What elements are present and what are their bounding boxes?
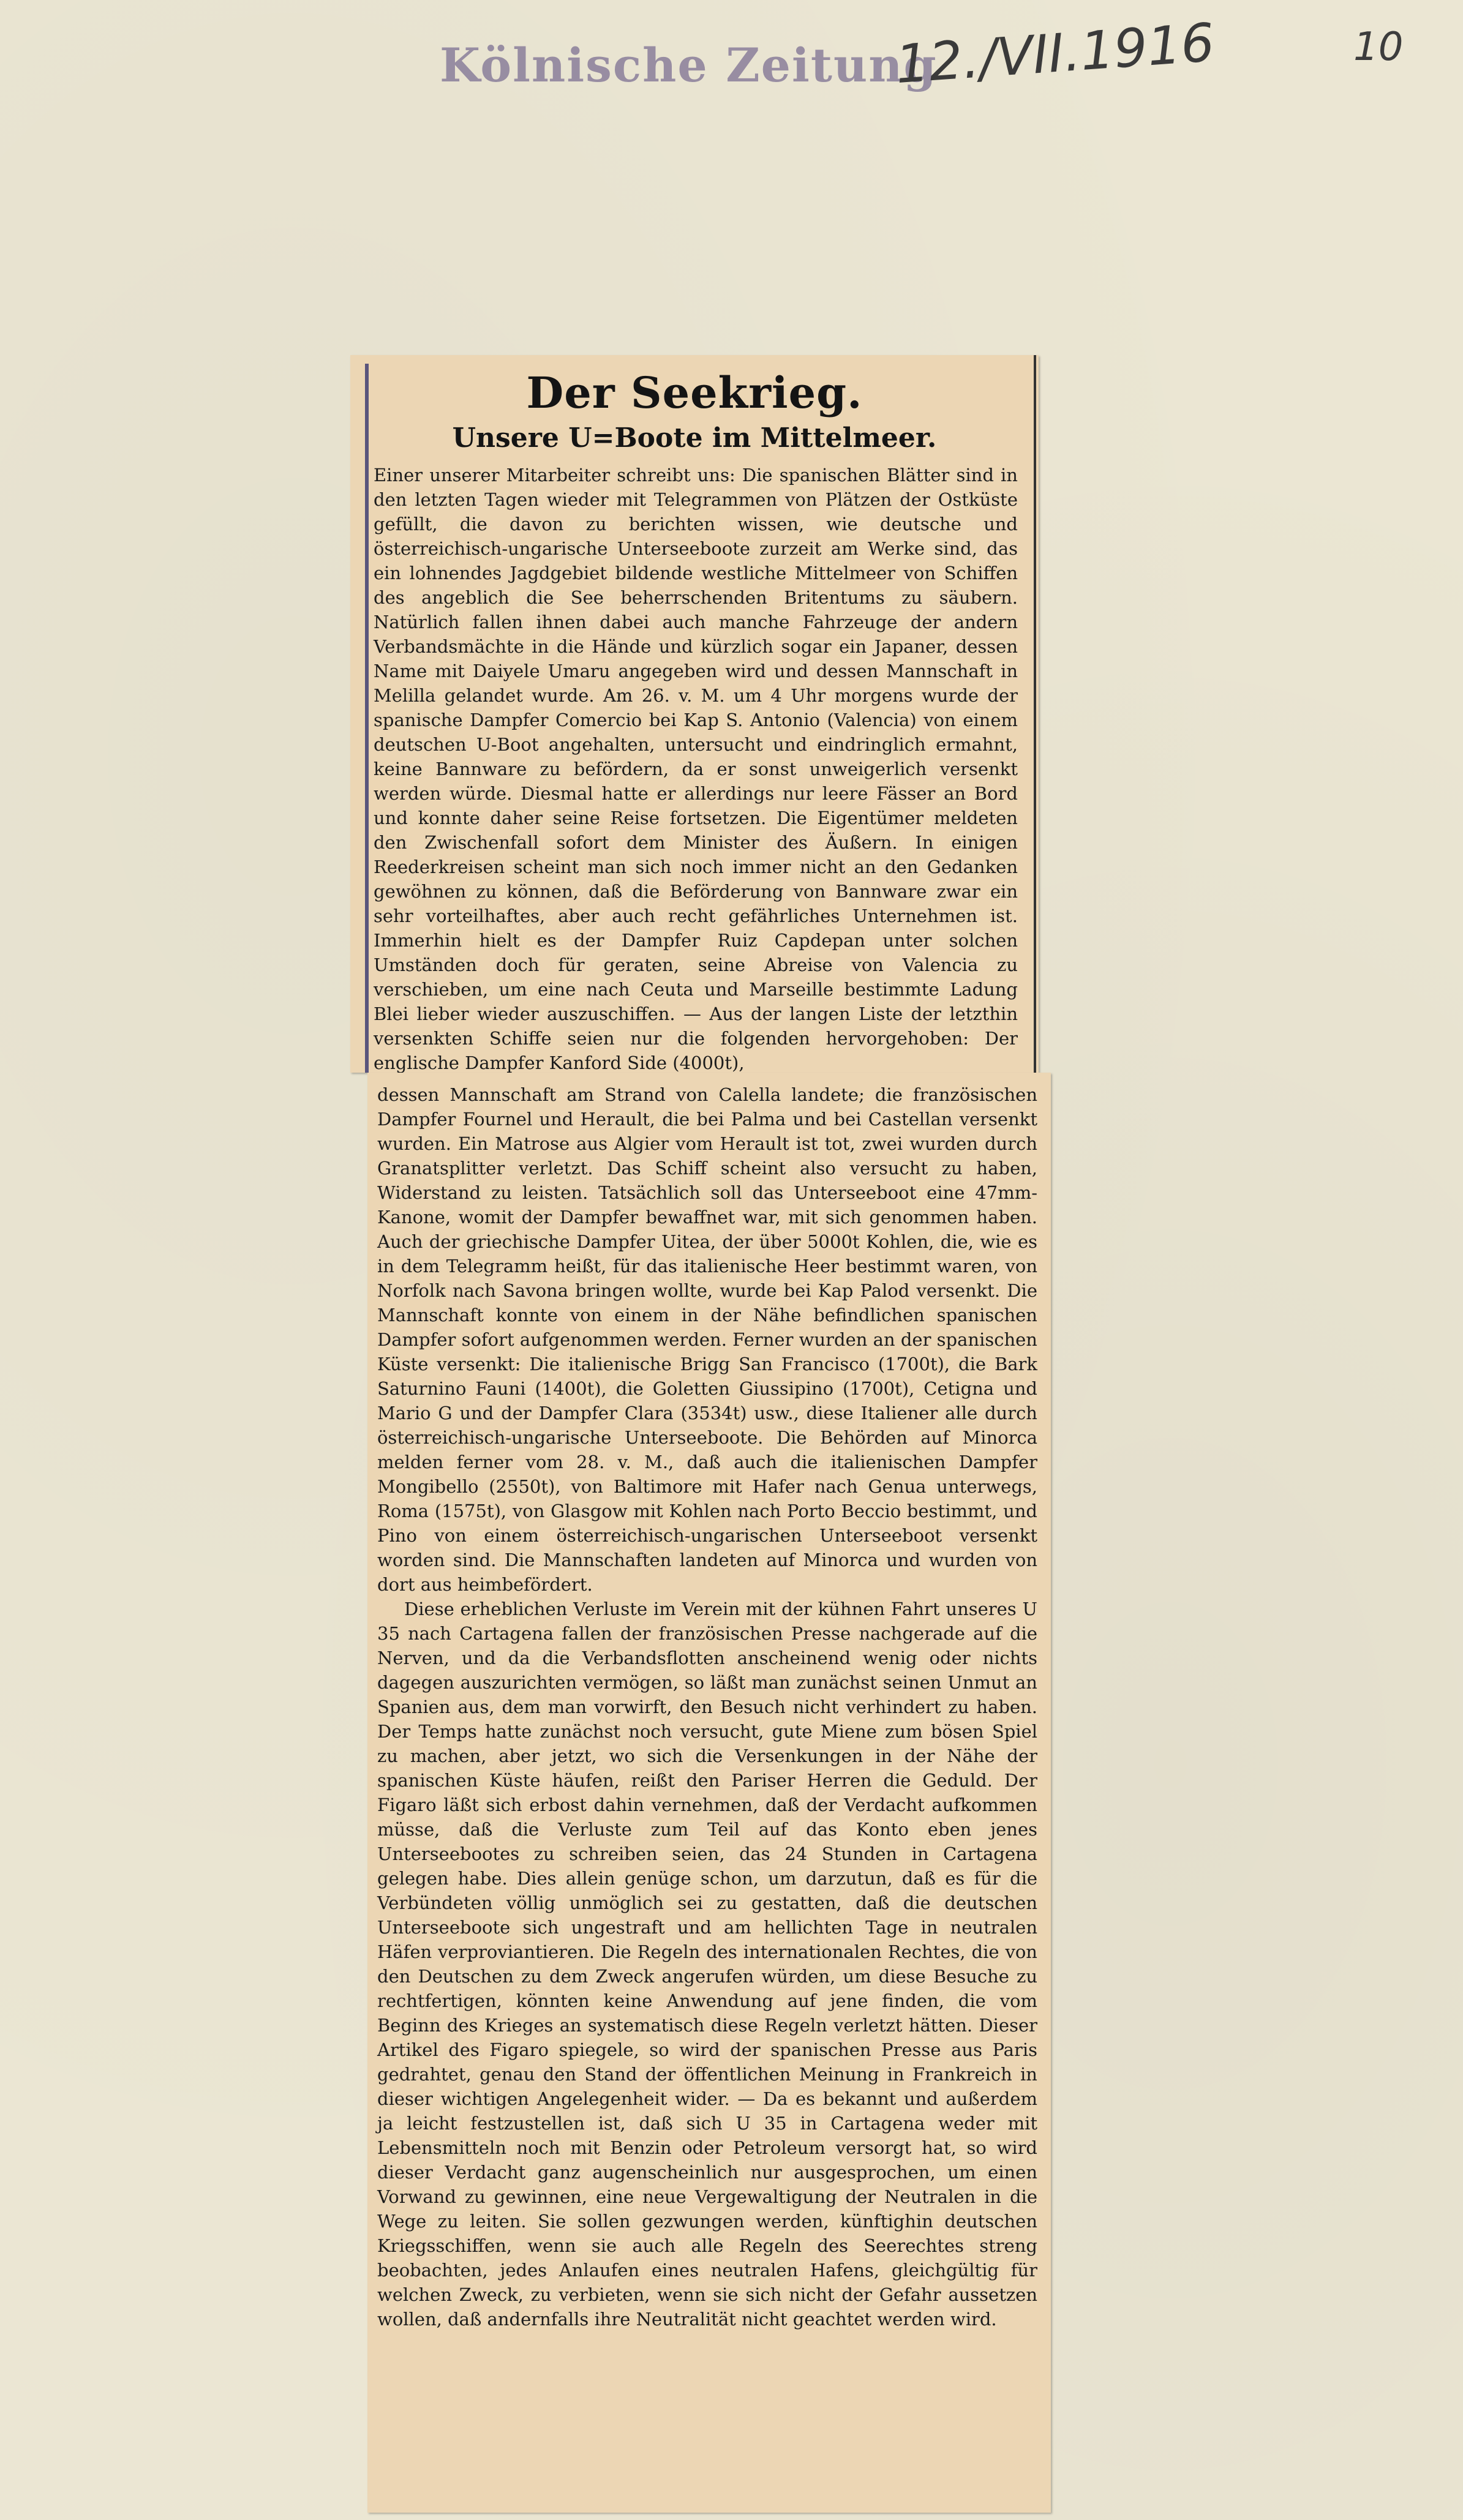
article-body-part-3: Diese erheblichen Verluste im Verein mit der kühnen Fahrt unseres U 35 nach Cartagena fallen der französischen Presse nachgerade auf die Nerven, und da die Verbandsflotten anscheinend wenig oder nichts dagegen auszurichten vermögen, so läßt man zunächst seinen Unmut an Spanien aus, dem man vorwirft, den Besuch nicht verhindert zu haben. Der Temps hatte zunächst noch versucht, gute Miene zum bösen Spiel zu machen, aber jetzt, wo sich die Versenkungen in der Nähe der spanischen Küste häufen, reißt den Pariser Herren die Geduld. Der Figaro läßt sich erbost dahin vernehmen, daß der Verdacht aufkommen müsse, daß die Verluste zum Teil auf das Konto eben jenes Unterseebootes zu schreiben seien, das 24 Stunden in Cartagena gelegen habe. Dies allein genüge schon, um darzutun, daß es für die Verbündeten völlig unmöglich sei zu gestatten, daß die deutschen Unterseeboote sich ungestraft und am hellichten Tage in neutralen Häfen verproviantieren. Die Regeln des internationalen Rechtes, die von den Deutschen zu dem Zweck angerufen würden, um diese Besuche zu rechtfertigen, könnten keine Anwendung auf jene finden, die vom Beginn des Krieges an systematisch diese Regeln verletzt hätten. Dieser Artikel des Figaro spiegele, so wird der spanischen Presse aus Paris gedrahtet, genau den Stand der öffentlichen Meinung in Frankreich in dieser wichtigen Angelegenheit wider. — Da es bekannt und außerdem ja leicht festzustellen ist, daß sich U 35 in Cartagena weder mit Lebensmitteln noch mit Benzin oder Petroleum versorgt hat, so wird dieser Verdacht ganz augenscheinlich nur ausgesprochen, um einen Vorwand zu gewinnen, eine neue Vergewaltigung der Neutralen in die Wege zu leiten. Sie sollen gezwungen werden, künftighin deutschen Kriegsschiffen, wenn sie auch alle Regeln des Seerechtes streng beobachten, jedes Anlaufen eines neutralen Hafens, gleichgültig für welchen Zweck, zu verbieten, wenn sie sich nicht der Gefahr aussetzen wollen, daß andernfalls ihre Neutralität nicht geachtet werden wird. <box>377 1599 1037 2330</box>
column-rule <box>1034 355 1036 1073</box>
article-body-lower <box>377 1082 1037 2331</box>
newspaper-stamp: Kölnische Zeitung <box>440 38 938 92</box>
article-body-part-2: dessen Mannschaft am Strand von Calella landete; die französischen Dampfer Fournel und Herault, die bei Palma und bei Castellan versenkt wurden. Ein Matrose aus Algier vom Herault ist tot, zwei wurden durch Granatsplitter verletzt. Das Schiff scheint also versucht zu haben, Widerstand zu leisten. Tatsächlich soll das Unterseeboot eine 47mm-Kanone, womit der Dampfer bewaffnet war, mit sich genommen haben. Auch der griechische Dampfer Uitea, der über 5000t Kohlen, die, wie es in dem Telegramm heißt, für das italienische Heer bestimmt waren, von Norfolk nach Savona bringen wollte, wurde bei Kap Palod versenkt. Die Mannschaft konnte von einem in der Nähe befindlichen spanischen Dampfer sofort aufgenommen werden. Ferner wurden an der spanischen Küste versenkt: Die italienische Brigg San Francisco (1700t), die Bark Saturnino Fauni (1400t), die Goletten Giussipino (1700t), Cetigna und Mario G und der Dampfer Clara (3534t) usw., diese Italiener alle durch österreichisch-ungarische Unterseeboote. Die Behörden auf Minorca melden ferner vom 28. v. M., daß auch die italienischen Dampfer Mongibello (2550t), von Baltimore mit Hafer nach Genua unterwegs, Roma (1575t), von Glasgow mit Kohlen nach Porto Beccio bestimmt, und Pino von einem österreichisch-ungarischen Unterseeboot versenkt worden sind. Die Mannschaften landeten auf Minorca und wurden von dort aus heimbefördert. <box>377 1084 1037 1595</box>
article-subtitle: Unsere U=Boote im Mittelmeer. <box>452 422 937 454</box>
handwritten-page-number: 10 <box>1353 24 1404 70</box>
article-body-part-1: Einer unserer Mitarbeiter schreibt uns: Die spanischen Blätter sind in den letzten Tagen wieder mit Telegrammen von Plätzen der Ostküste gefüllt, die davon zu berichten wissen, wie deutsche und österreichisch-ungarische Unterseeboote zurzeit am Werke sind, das ein lohnendes Jagdgebiet bildende westliche Mittelmeer von Schiffen des angeblich die See beherrschenden Britentums zu säubern. Natürlich fallen ihnen dabei auch manche Fahrzeuge der andern Verbandsmächte in die Hände und kürzlich sogar ein Japaner, dessen Name mit Daiyele Umaru angegeben wird und dessen Mannschaft in Melilla gelandet wurde. Am 26. v. M. um 4 Uhr morgens wurde der spanische Dampfer Comercio bei Kap S. Antonio (Valencia) von einem deutschen U-Boot angehalten, untersucht und eindringlich ermahnt, keine Bannware zu befördern, da er sonst unweigerlich versenkt werden würde. Diesmal hatte er allerdings nur leere Fässer an Bord und konnte daher seine Reise fortsetzen. Die Eigentümer meldeten den Zwischenfall sofort dem Minister des Äußern. In einigen Reederkreisen scheint man sich noch immer nicht an den Gedanken gewöhnen zu können, daß die Beförderung von Bannware zwar ein sehr vorteilhaftes, aber auch recht gefährliches Unternehmen ist. Immerhin hielt es der Dampfer Ruiz Capdepan unter solchen Umständen doch für geraten, seine Abreise von Valencia zu verschieben, um eine nach Ceuta und Marseille bestimmte Ladung Blei lieber wieder auszuschiffen. — Aus der langen Liste der letzthin versenkten Schiffe seien nur die folgenden hervorgehoben: Der englische Dampfer Kanford Side (4000t), <box>374 465 1018 1073</box>
clipping-lower <box>367 1073 1051 2513</box>
handwritten-date: 12./VII.1916 <box>893 12 1217 96</box>
ink-margin-mark <box>365 364 369 1073</box>
article-title: Der Seekrieg. <box>526 367 863 418</box>
clipping-upper <box>350 355 1039 1073</box>
